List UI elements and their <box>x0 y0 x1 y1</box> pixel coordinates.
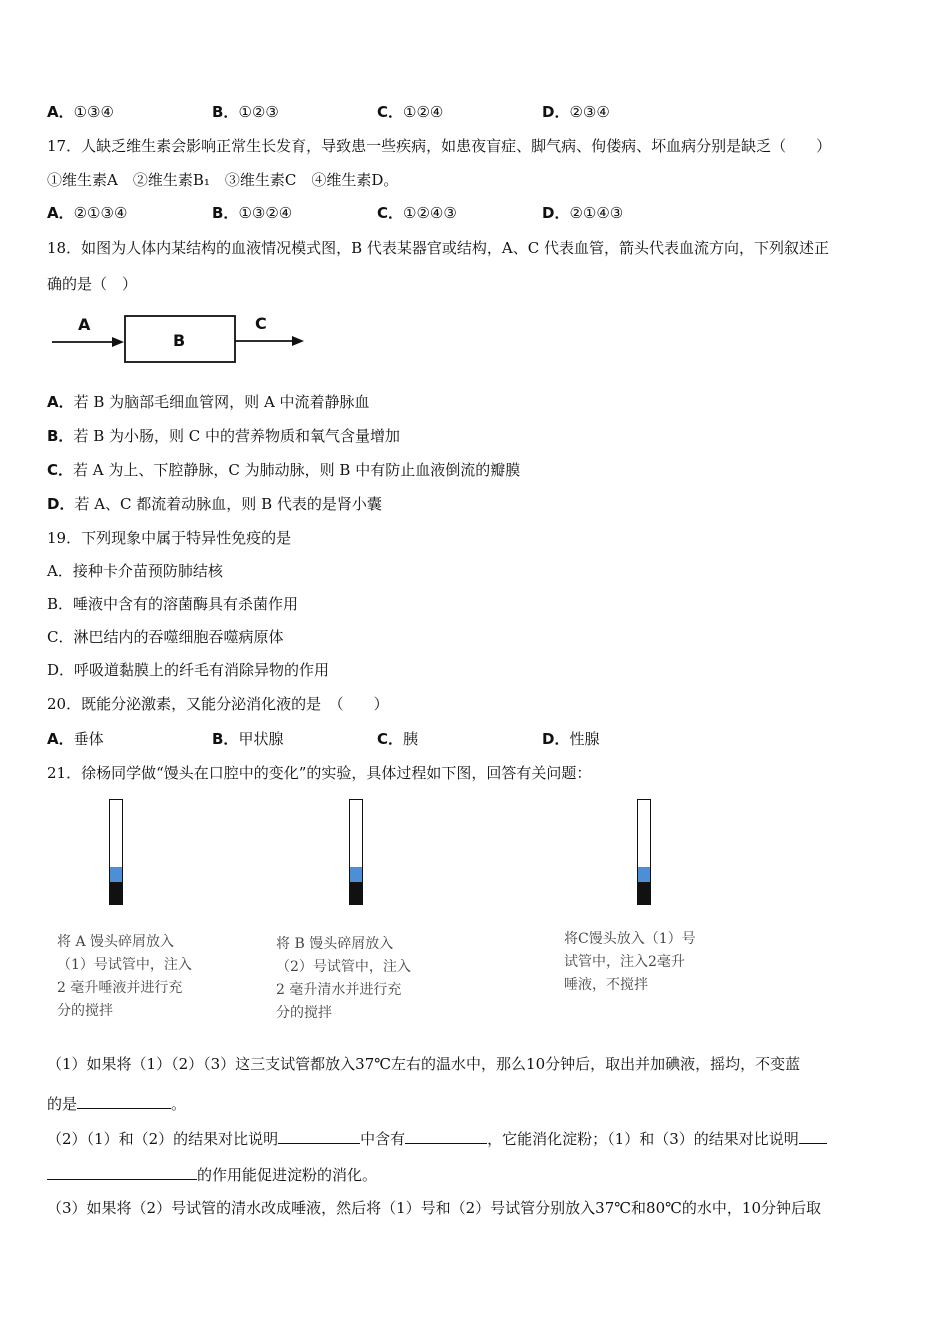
option-text: ①②③ <box>238 103 279 121</box>
option-letter: D． <box>47 495 75 513</box>
tube-2-liquid <box>350 867 362 882</box>
option-letter: C． <box>47 461 74 479</box>
option-letter: D． <box>542 204 570 222</box>
q19-option-a: A．接种卡介苗预防肺结核 <box>47 562 223 580</box>
tube-3-sediment <box>638 882 650 904</box>
q21-sub1-line-1: （1）如果将（1）（2）（3）这三支试管都放入37℃左右的温水中，那么10分钟后，取出并加碘液，摇均，不变蓝 <box>47 1055 801 1073</box>
option-letter: D． <box>542 730 570 748</box>
option-text: 垂体 <box>73 730 104 748</box>
option-text: 胰 <box>403 730 419 748</box>
option-text: 性腺 <box>569 730 600 748</box>
option-letter: A． <box>47 730 74 748</box>
text: 的作用能促进淀粉的消化。 <box>197 1166 378 1184</box>
q21-sub1-line-2 <box>47 1092 186 1114</box>
answer-blank[interactable] <box>278 1127 360 1144</box>
q16-option-a <box>47 102 114 122</box>
label-a: A <box>78 315 91 334</box>
q19-option-c: C．淋巴结内的吞噬细胞吞噬病原体 <box>47 628 284 646</box>
text: ，它能消化淀粉；（1）和（3）的结果对比说明 <box>487 1130 799 1148</box>
label-c: C <box>255 314 267 333</box>
tube-2-sediment <box>350 882 362 904</box>
q21-sub2-line-2 <box>47 1163 377 1185</box>
answer-blank[interactable] <box>799 1127 827 1144</box>
text: 的是 <box>47 1095 78 1113</box>
q21-sub3-line-1: （3）如果将（2）号试管的清水改成唾液，然后将（1）号和（2）号试管分别放入37℃和80℃的水中，10分钟后取 <box>47 1199 821 1217</box>
q17-options <box>47 203 867 223</box>
option-text: ②①④③ <box>569 204 624 222</box>
q18-option-a <box>47 392 370 412</box>
option-letter: B． <box>212 103 239 121</box>
option-text: ①②④ <box>403 103 444 121</box>
option-text: ②③④ <box>569 103 610 121</box>
q16-options <box>47 102 867 122</box>
q17-option-d <box>542 203 623 223</box>
q17-stem: 17．人缺乏维生素会影响正常生长发育，导致患一些疾病，如患夜盲症、脚气病、佝偻病、坏血病分别是缺乏（ ） <box>47 137 832 155</box>
q20-option-b <box>212 729 283 749</box>
option-letter: C． <box>377 730 404 748</box>
q19-option-b: B．唾液中含有的溶菌酶具有杀菌作用 <box>47 595 299 613</box>
tube-3-caption: 将C馒头放入（1）号 试管中，注入2毫升 唾液，不搅拌 <box>564 931 696 993</box>
answer-blank[interactable] <box>405 1127 487 1144</box>
q20-option-d <box>542 729 599 749</box>
q18-stem-line-2: 确的是（ ） <box>47 275 138 293</box>
text: 中含有 <box>360 1130 406 1148</box>
label-b: B <box>173 331 186 350</box>
q18-flow-diagram <box>50 308 310 366</box>
test-tube-1 <box>109 799 123 905</box>
option-text: 若 B 为脑部毛细血管网，则 A 中流着静脉血 <box>73 393 370 411</box>
option-letter: A． <box>47 103 74 121</box>
answer-blank[interactable] <box>77 1092 171 1109</box>
option-text: ①③②④ <box>238 204 293 222</box>
q20-stem: 20．既能分泌激素，又能分泌消化液的是 （ ） <box>47 695 389 713</box>
q17-option-c <box>377 203 457 223</box>
q18-option-c <box>47 460 520 480</box>
q17-option-a <box>47 203 127 223</box>
option-text: ①③④ <box>73 103 114 121</box>
option-letter: C． <box>377 103 404 121</box>
tube-2-caption: 将 B 馒头碎屑放入 （2）号试管中，注入 2 毫升清水并进行充 分的搅拌 <box>276 936 411 1021</box>
option-text: 甲状腺 <box>238 730 284 748</box>
tube-3-liquid <box>638 867 650 882</box>
q17-items: ①维生素A ②维生素B₁ ③维生素C ④维生素D。 <box>47 171 399 189</box>
tube-1-liquid <box>110 867 122 882</box>
q16-option-b <box>212 102 279 122</box>
arrow-a-head <box>112 337 124 347</box>
option-letter: C． <box>377 204 404 222</box>
text: 。 <box>171 1095 187 1113</box>
option-text: 若 A、C 都流着动脉血，则 B 代表的是肾小囊 <box>74 495 382 513</box>
option-letter: D． <box>542 103 570 121</box>
option-text: 若 B 为小肠，则 C 中的营养物质和氧气含量增加 <box>73 427 401 445</box>
q21-stem: 21．徐杨同学做“馒头在口腔中的变化”的实验，具体过程如下图，回答有关问题： <box>47 764 592 782</box>
q18-option-d <box>47 494 382 514</box>
test-tube-2 <box>349 799 363 905</box>
option-letter: A． <box>47 393 74 411</box>
q20-options <box>47 729 867 749</box>
option-text: 若 A 为上、下腔静脉，C 为肺动脉，则 B 中有防止血液倒流的瓣膜 <box>73 461 521 479</box>
arrow-c-head <box>292 336 304 346</box>
tube-1-caption: 将 A 馒头碎屑放入 （1）号试管中，注入 2 毫升唾液并进行充 分的搅拌 <box>57 934 192 1019</box>
option-text: ②①③④ <box>73 204 128 222</box>
q18-stem-line-1: 18．如图为人体内某结构的血液情况模式图，B 代表某器官或结构，A、C 代表血管，箭头代表血流方向，下列叙述正 <box>47 239 829 257</box>
q21-sub2-line-1 <box>47 1127 827 1149</box>
q20-option-c <box>377 729 418 749</box>
option-letter: B． <box>212 204 239 222</box>
test-tube-3 <box>637 799 651 905</box>
option-letter: B． <box>47 427 74 445</box>
q20-option-a <box>47 729 104 749</box>
text: （2）（1）和（2）的结果对比说明 <box>47 1130 279 1148</box>
q17-option-b <box>212 203 292 223</box>
q19-option-d: D．呼吸道黏膜上的纤毛有消除异物的作用 <box>47 661 330 679</box>
q18-option-b <box>47 426 400 446</box>
q16-option-d <box>542 102 610 122</box>
q16-option-c <box>377 102 443 122</box>
q19-stem: 19．下列现象中属于特异性免疫的是 <box>47 529 292 547</box>
option-letter: B． <box>212 730 239 748</box>
option-text: ①②④③ <box>403 204 457 222</box>
answer-blank[interactable] <box>47 1163 197 1180</box>
tube-1-sediment <box>110 882 122 904</box>
option-letter: A． <box>47 204 74 222</box>
